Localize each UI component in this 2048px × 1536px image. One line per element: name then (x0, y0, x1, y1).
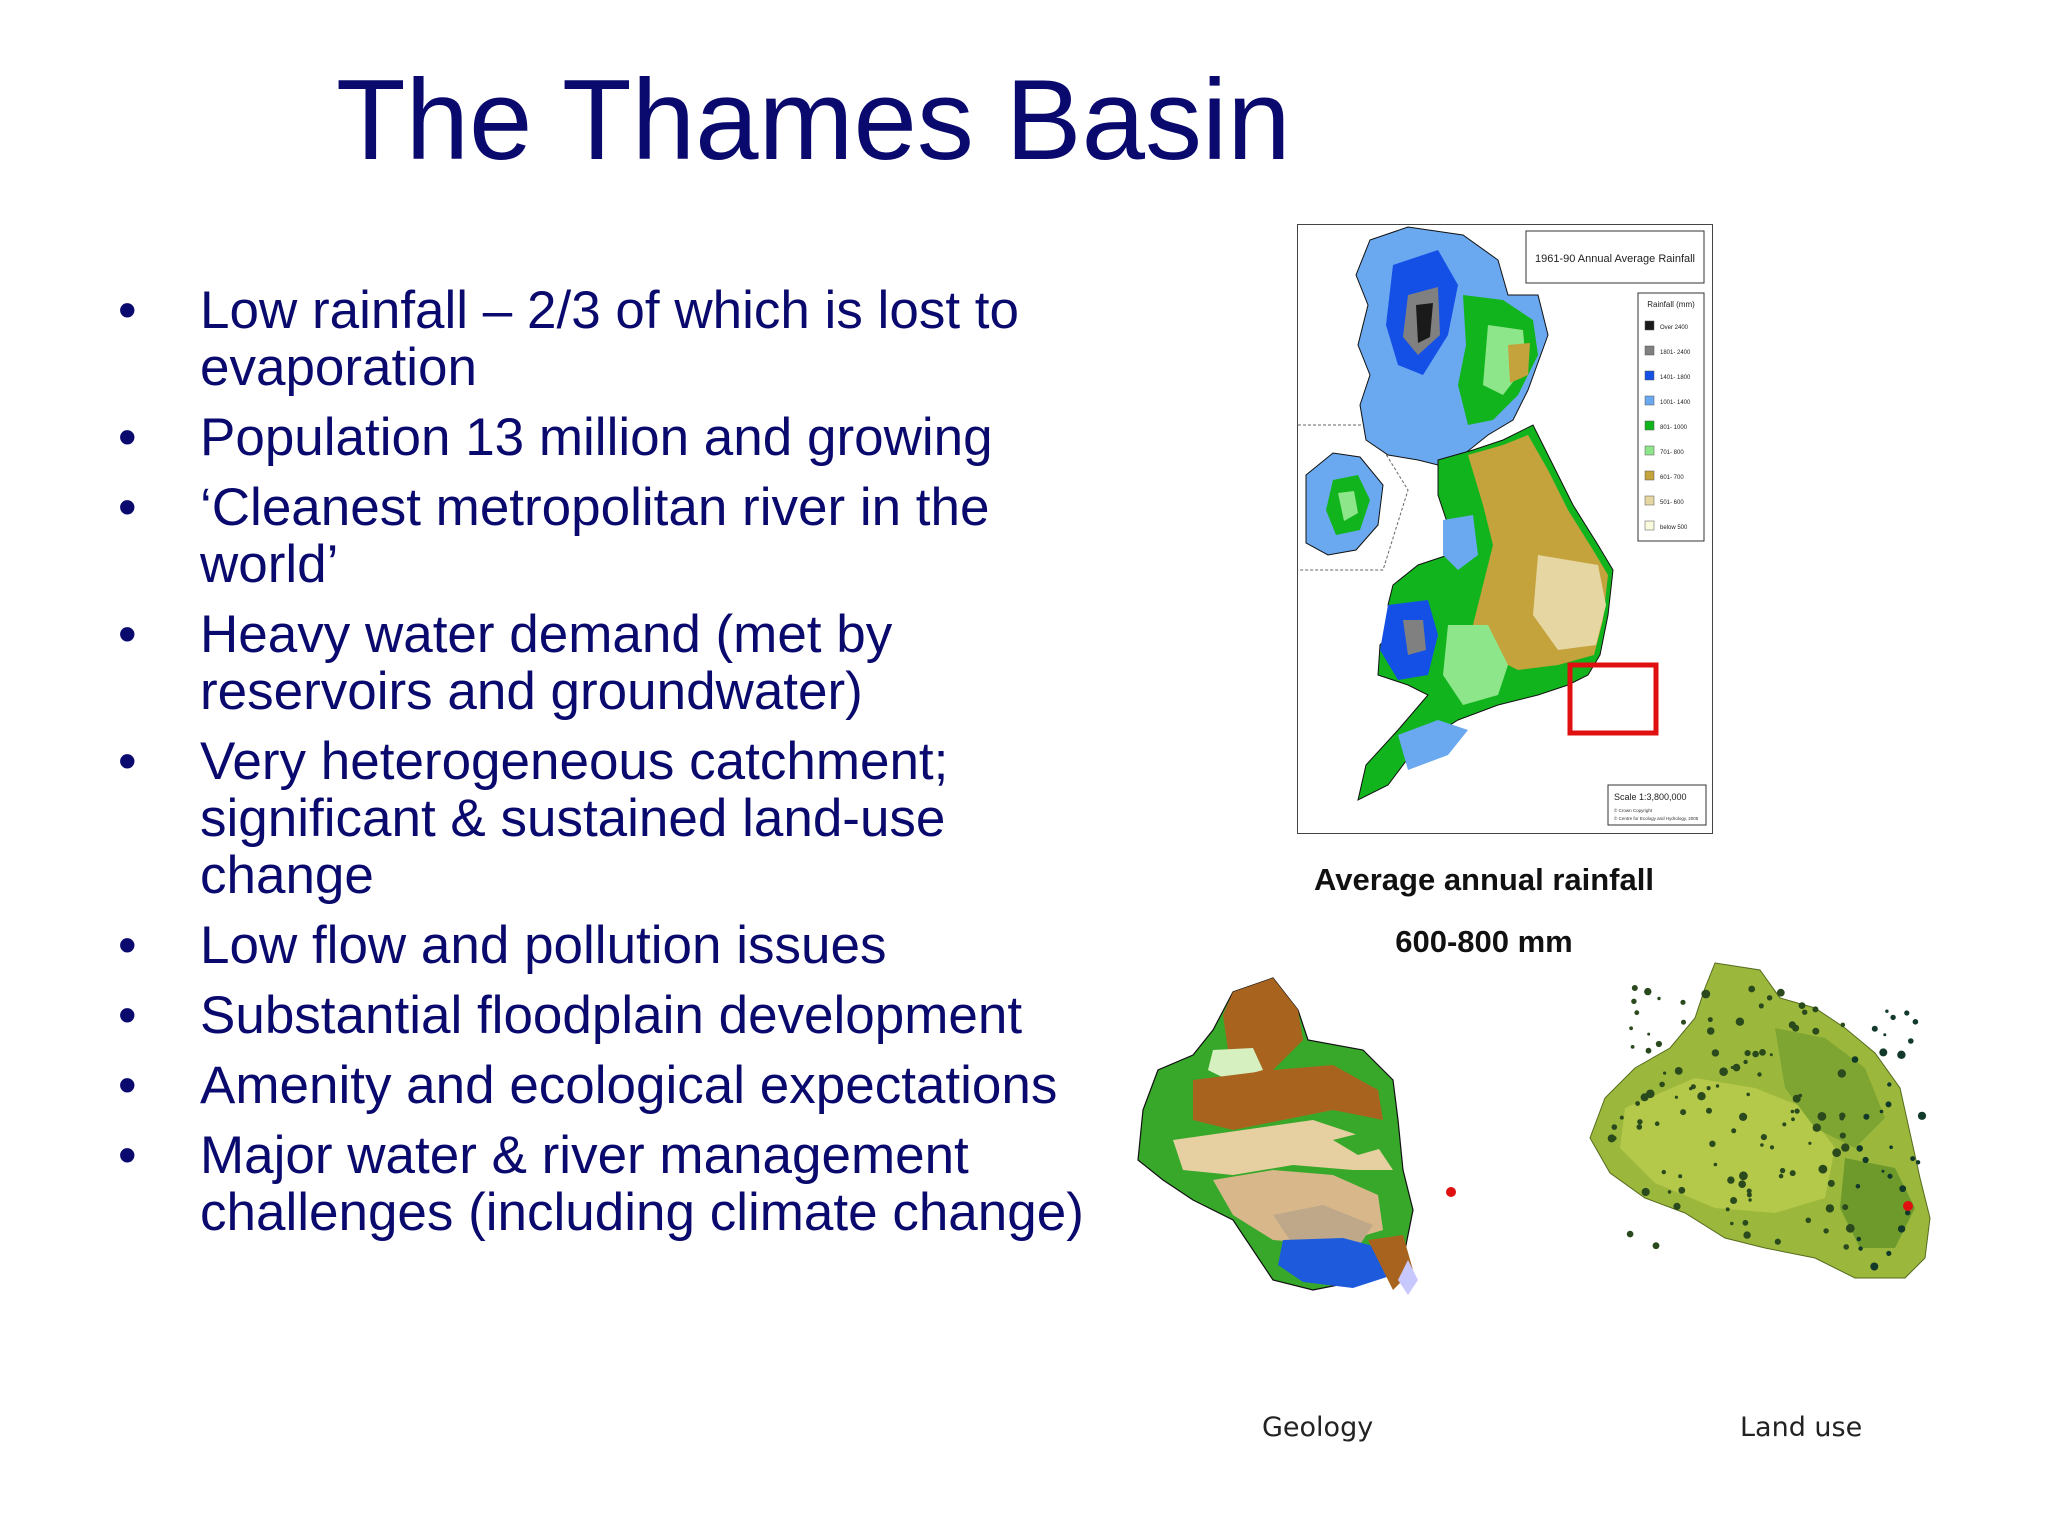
urban-patch (1886, 1251, 1891, 1256)
land-use-map (1585, 958, 1985, 1318)
urban-patch (1813, 1124, 1821, 1132)
urban-patch (1799, 1002, 1806, 1009)
urban-patch (1791, 1110, 1795, 1114)
urban-patch (1910, 1156, 1915, 1161)
urban-patch (1887, 1174, 1892, 1179)
urban-patch (1668, 1190, 1672, 1194)
urban-patch (1730, 1222, 1734, 1226)
urban-patch (1707, 1086, 1711, 1090)
bullet-text: Substantial floodplain development (200, 986, 1023, 1045)
map-credit: © Crown Copyright (1614, 808, 1653, 813)
england-wales (1358, 425, 1613, 800)
urban-patch (1879, 1048, 1887, 1056)
urban-patch (1872, 1026, 1878, 1032)
bullet-text: Very heterogeneous catchment; significant & sustained land-use change (200, 732, 949, 905)
urban-patch (1675, 1096, 1678, 1099)
urban-patch (1761, 1134, 1767, 1140)
urban-patch (1897, 1051, 1905, 1059)
urban-patch (1612, 1124, 1618, 1130)
urban-patch (1726, 1207, 1730, 1211)
bullet-item (118, 606, 1118, 720)
legend-label: 801- 1000 (1660, 425, 1688, 431)
urban-patch (1802, 1010, 1807, 1015)
urban-patch (1887, 1082, 1891, 1086)
bullet-marker: • (118, 605, 137, 664)
legend-swatch (1645, 421, 1654, 430)
urban-patch (1832, 1148, 1841, 1157)
urban-patch (1747, 1189, 1752, 1194)
urban-patch (1898, 1225, 1905, 1232)
bullet-text: Amenity and ecological expectations (200, 1056, 1058, 1115)
urban-patch (1647, 1033, 1650, 1036)
uk-rainfall-map (1297, 224, 1713, 834)
legend-swatch (1645, 446, 1654, 455)
bullet-item (118, 282, 1118, 396)
urban-patch (1841, 1023, 1846, 1028)
legend-label: 1801- 2400 (1660, 350, 1691, 356)
bullet-marker: • (118, 1126, 137, 1185)
urban-patch (1707, 1027, 1715, 1035)
urban-patch (1856, 1184, 1861, 1189)
urban-patch (1777, 989, 1785, 997)
legend-swatch (1645, 496, 1654, 505)
urban-patch (1743, 1220, 1749, 1226)
rainfall-range: 600-800 mm (1395, 924, 1573, 959)
urban-patch (1627, 1231, 1634, 1238)
urban-patch (1706, 1108, 1712, 1114)
urban-patch (1904, 1010, 1909, 1015)
urban-patch (1880, 1110, 1884, 1114)
urban-patch (1882, 1170, 1885, 1173)
urban-patch (1653, 1242, 1660, 1249)
legend-label: 701- 800 (1660, 450, 1684, 456)
bullet-marker: • (118, 916, 137, 975)
urban-patch (1840, 1133, 1846, 1139)
urban-patch (1843, 1244, 1849, 1250)
urban-patch (1916, 1160, 1920, 1164)
london-marker (1903, 1201, 1913, 1211)
urban-patch (1863, 1157, 1869, 1163)
map-credit: © Centre for Ecology and Hydrology, 2005 (1614, 816, 1699, 821)
geology-label: Geology (1262, 1412, 1374, 1443)
urban-patch (1680, 1000, 1685, 1005)
land-use-map-graphic (1585, 958, 1985, 1318)
geology-map-graphic (1133, 970, 1503, 1350)
urban-patch (1739, 1171, 1748, 1180)
urban-patch (1646, 1090, 1655, 1099)
urban-patch (1738, 1180, 1746, 1188)
urban-patch (1733, 1064, 1741, 1072)
urban-patch (1775, 1239, 1781, 1245)
urban-patch (1678, 1187, 1685, 1194)
urban-patch (1620, 1116, 1624, 1120)
urban-patch (1799, 1094, 1803, 1098)
urban-patch (1748, 986, 1755, 993)
urban-patch (1812, 1006, 1818, 1012)
urban-patch (1792, 1025, 1799, 1032)
bullet-marker: • (118, 478, 137, 537)
bullet-text: Heavy water demand (met by reservoirs and groundwater) (200, 605, 893, 721)
bullet-item (118, 733, 1118, 904)
urban-patch (1697, 1092, 1705, 1100)
urban-patch (1828, 1180, 1835, 1187)
urban-patch (1883, 1033, 1886, 1036)
scotland (1356, 227, 1548, 465)
urban-patch (1840, 1116, 1845, 1121)
bullet-marker: • (118, 732, 137, 791)
urban-patch (1748, 1198, 1751, 1201)
urban-patch (1812, 1028, 1819, 1035)
bullet-text: Low flow and pollution issues (200, 916, 887, 975)
urban-patch (1736, 1018, 1744, 1026)
bullet-marker: • (118, 1056, 137, 1115)
urban-patch (1675, 1067, 1683, 1075)
urban-patch (1730, 1197, 1737, 1204)
legend-label: 601- 700 (1660, 475, 1684, 481)
legend-swatch (1645, 371, 1654, 380)
urban-patch (1795, 1109, 1800, 1114)
legend-swatch (1645, 346, 1654, 355)
urban-patch (1886, 1101, 1892, 1107)
urban-patch (1759, 1049, 1766, 1056)
urban-patch (1662, 1170, 1666, 1174)
map-scale: Scale 1:3,800,000 (1614, 792, 1687, 802)
urban-patch (1770, 1145, 1774, 1149)
slide-title: The Thames Basin (336, 57, 1291, 184)
urban-patch (1673, 1203, 1680, 1210)
urban-patch (1663, 1072, 1666, 1075)
urban-patch (1634, 1010, 1639, 1015)
urban-patch (1857, 1237, 1862, 1242)
rainfall-caption: Average annual rainfall (1314, 862, 1654, 897)
urban-patch (1752, 1051, 1759, 1058)
urban-patch (1681, 1020, 1686, 1025)
urban-patch (1644, 988, 1651, 995)
legend-swatch (1645, 321, 1654, 330)
legend-label: 1001- 1400 (1660, 400, 1691, 406)
urban-patch (1870, 1263, 1878, 1271)
urban-patch (1918, 1112, 1926, 1120)
legend-title: Rainfall (mm) (1647, 300, 1695, 309)
urban-patch (1714, 1163, 1718, 1167)
urban-patch (1646, 1048, 1652, 1054)
northern-ireland (1306, 453, 1383, 555)
urban-patch (1885, 1010, 1888, 1013)
urban-patch (1858, 1246, 1862, 1250)
urban-patch (1852, 1056, 1859, 1063)
urban-patch (1806, 1218, 1812, 1224)
legend-label: Over 2400 (1660, 325, 1689, 331)
urban-patch (1913, 1019, 1919, 1025)
urban-patch (1818, 1112, 1827, 1121)
urban-patch (1791, 1117, 1795, 1121)
urban-patch (1908, 1038, 1914, 1044)
urban-patch (1779, 1174, 1784, 1179)
urban-patch (1631, 1045, 1635, 1049)
bullet-marker: • (118, 281, 137, 340)
bullet-item (118, 917, 1118, 974)
urban-patch (1731, 1128, 1736, 1133)
geology-map (1133, 970, 1503, 1350)
urban-patch (1745, 1050, 1751, 1056)
urban-patch (1632, 985, 1638, 991)
bullet-item (118, 479, 1118, 593)
bullet-text: Population 13 million and growing (200, 408, 993, 467)
urban-patch (1655, 1121, 1660, 1126)
urban-patch (1709, 1141, 1715, 1147)
uk-rainfall-map-graphic (1298, 225, 1712, 833)
bullet-item (118, 1057, 1118, 1114)
bullet-item (118, 1127, 1118, 1241)
urban-patch (1808, 1142, 1811, 1145)
map-title: 1961-90 Annual Average Rainfall (1534, 253, 1696, 265)
urban-patch (1746, 1093, 1750, 1097)
legend-label: below 500 (1660, 525, 1688, 531)
bullet-marker: • (118, 986, 137, 1045)
urban-patch (1657, 997, 1660, 1000)
urban-patch (1637, 1124, 1643, 1130)
urban-patch (1838, 1069, 1846, 1077)
bullet-item (118, 987, 1118, 1044)
urban-patch (1691, 1084, 1696, 1089)
urban-patch (1856, 1145, 1863, 1152)
urban-patch (1708, 1017, 1713, 1022)
legend-swatch (1645, 471, 1654, 480)
urban-patch (1826, 1204, 1834, 1212)
bullet-marker: • (118, 408, 137, 467)
urban-patch (1759, 1003, 1764, 1008)
bullet-text: ‘Cleanest metropolitan river in the world’ (200, 478, 990, 594)
bullet-item (118, 409, 1118, 466)
urban-patch (1731, 1066, 1734, 1069)
london-marker (1446, 1187, 1456, 1197)
urban-patch (1635, 1101, 1640, 1106)
urban-patch (1743, 1060, 1747, 1064)
urban-patch (1678, 1174, 1682, 1178)
urban-patch (1780, 1168, 1785, 1173)
urban-patch (1899, 1185, 1906, 1192)
urban-patch (1739, 1113, 1747, 1121)
legend-swatch (1645, 521, 1654, 530)
urban-patch (1863, 1114, 1869, 1120)
urban-patch (1890, 1015, 1895, 1020)
urban-patch (1790, 1170, 1796, 1176)
urban-patch (1719, 1067, 1728, 1076)
urban-patch (1743, 1231, 1750, 1238)
legend-swatch (1645, 396, 1654, 405)
urban-patch (1727, 1176, 1734, 1183)
urban-patch (1659, 1082, 1665, 1088)
bullet-list (118, 282, 1118, 1254)
urban-patch (1712, 1049, 1719, 1056)
bullet-text: Major water & river management challenges (including climate change) (200, 1126, 1084, 1242)
legend-label: 1401- 1800 (1660, 375, 1691, 381)
urban-patch (1889, 1145, 1893, 1149)
urban-patch (1631, 999, 1636, 1004)
urban-patch (1701, 990, 1710, 999)
legend-label: 501- 600 (1660, 500, 1684, 506)
urban-patch (1767, 995, 1772, 1000)
urban-patch (1760, 1143, 1764, 1147)
urban-patch (1629, 1026, 1633, 1030)
land-use-label: Land use (1740, 1412, 1863, 1443)
urban-patch (1841, 1143, 1849, 1151)
urban-patch (1637, 1119, 1642, 1124)
urban-patch (1642, 1188, 1650, 1196)
urban-patch (1819, 1165, 1828, 1174)
urban-patch (1782, 1122, 1786, 1126)
urban-patch (1770, 1053, 1773, 1056)
urban-patch (1680, 1109, 1686, 1115)
urban-patch (1716, 1084, 1719, 1087)
urban-patch (1757, 1072, 1761, 1076)
urban-patch (1823, 1228, 1828, 1233)
urban-patch (1656, 1041, 1662, 1047)
urban-patch (1612, 1136, 1617, 1141)
urban-patch (1842, 1204, 1848, 1210)
bullet-text: Low rainfall – 2/3 of which is lost to evaporation (200, 281, 1019, 397)
urban-patch (1846, 1224, 1855, 1233)
